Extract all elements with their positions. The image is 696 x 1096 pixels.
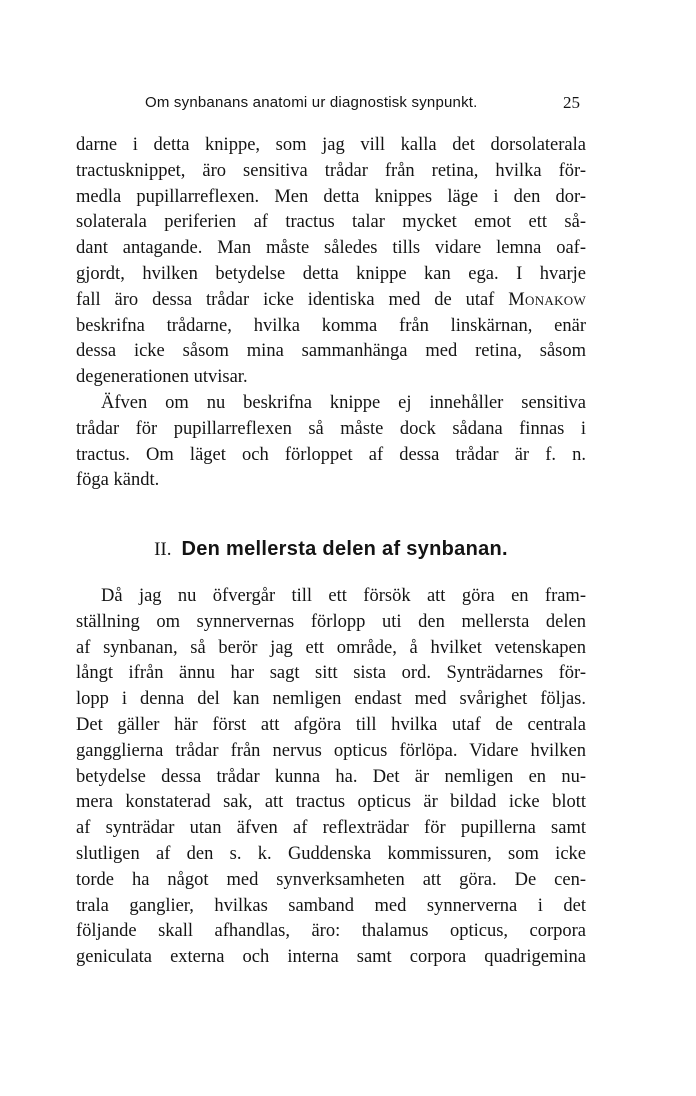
text-line: trådar för pupillarreflexen så måste dock sådana finnas i	[76, 418, 586, 439]
running-title: Om synbanans anatomi ur diagnostisk synpunkt.	[145, 94, 478, 111]
text-line: följande skall afhandlas, äro: thalamus opticus, corpora	[76, 921, 586, 942]
text-line: tractusknippet, äro sensitiva trådar från retina, hvilka för-	[76, 160, 586, 181]
text-line: långt ifrån ännu har sagt sitt sista ord. Synträdarnes för-	[76, 663, 586, 684]
paragraph	[76, 391, 586, 494]
text-line-fragment: fall äro dessa trådar icke identiska med de utaf	[76, 289, 495, 310]
text-line: af synbanan, så berör jag ett område, å hvilket vetenskapen	[76, 637, 586, 658]
text-line: torde ha något med synverksamheten att göra. De cen-	[76, 869, 586, 890]
text-line: darne i detta knippe, som jag vill kalla det dorsolaterala	[76, 135, 586, 155]
body-text-upper	[76, 133, 586, 494]
running-head	[145, 90, 580, 116]
text-line: ställning om synnervernas förlopp uti den mellersta delen	[76, 611, 586, 632]
text-line: slutligen af den s. k. Guddenska kommissuren, som icke	[76, 843, 586, 864]
text-line: lopp i denna del kan nemligen endast med svårighet följas.	[76, 689, 586, 710]
paragraph	[76, 584, 586, 971]
text-line: tractus. Om läget och förloppet af dessa trådar är f. n.	[76, 444, 586, 465]
text-line: mera konstaterad sak, att tractus opticus är bildad icke blott	[76, 792, 586, 813]
author-name: Monakow	[508, 289, 587, 310]
text-line: dessa icke såsom mina sammanhänga med retina, såsom	[76, 341, 586, 362]
text-line: solaterala periferien af tractus talar mycket emot ett så-	[76, 212, 586, 233]
text-line: degenerationen utvisar.	[76, 367, 248, 388]
text-line: beskrifna trådarne, hvilka komma från linskärnan, enär	[76, 315, 586, 336]
section-number: II.	[154, 539, 172, 560]
text-line-with-name	[76, 288, 586, 314]
text-line: Då jag nu öfvergår till ett försök att göra en fram-	[101, 586, 586, 606]
text-line: Äfven om nu beskrifna knippe ej innehåller sensitiva	[101, 392, 586, 413]
text-line: betydelse dessa trådar kunna ha. Det är nemligen en nu-	[76, 766, 586, 787]
section-heading	[76, 538, 586, 568]
body-text-lower	[76, 584, 586, 971]
text-line: geniculata externa och interna samt corpora quadrigemina	[76, 947, 586, 968]
text-line: medla pupillarreflexen. Men detta knippes läge i den dor-	[76, 186, 586, 207]
text-line: dant antagande. Man måste således tills vidare lemna oaf-	[76, 238, 586, 259]
text-line: gangglierna trådar från nervus opticus förlöpa. Vidare hvilken	[76, 740, 586, 761]
page-number: 25	[563, 93, 580, 112]
section-title: Den mellersta delen af synbanan.	[181, 538, 508, 560]
text-line: Det gäller här först att afgöra till hvilka utaf de centrala	[76, 714, 586, 735]
text-line: af synträdar utan äfven af reflexträdar för pupillerna samt	[76, 818, 586, 839]
text-line: gjordt, hvilken betydelse detta knippe kan ega. I hvarje	[76, 263, 586, 284]
paragraph-continuation	[76, 133, 586, 391]
text-line: trala ganglier, hvilkas samband med synnerverna i det	[76, 895, 586, 916]
text-line: föga kändt.	[76, 470, 160, 491]
